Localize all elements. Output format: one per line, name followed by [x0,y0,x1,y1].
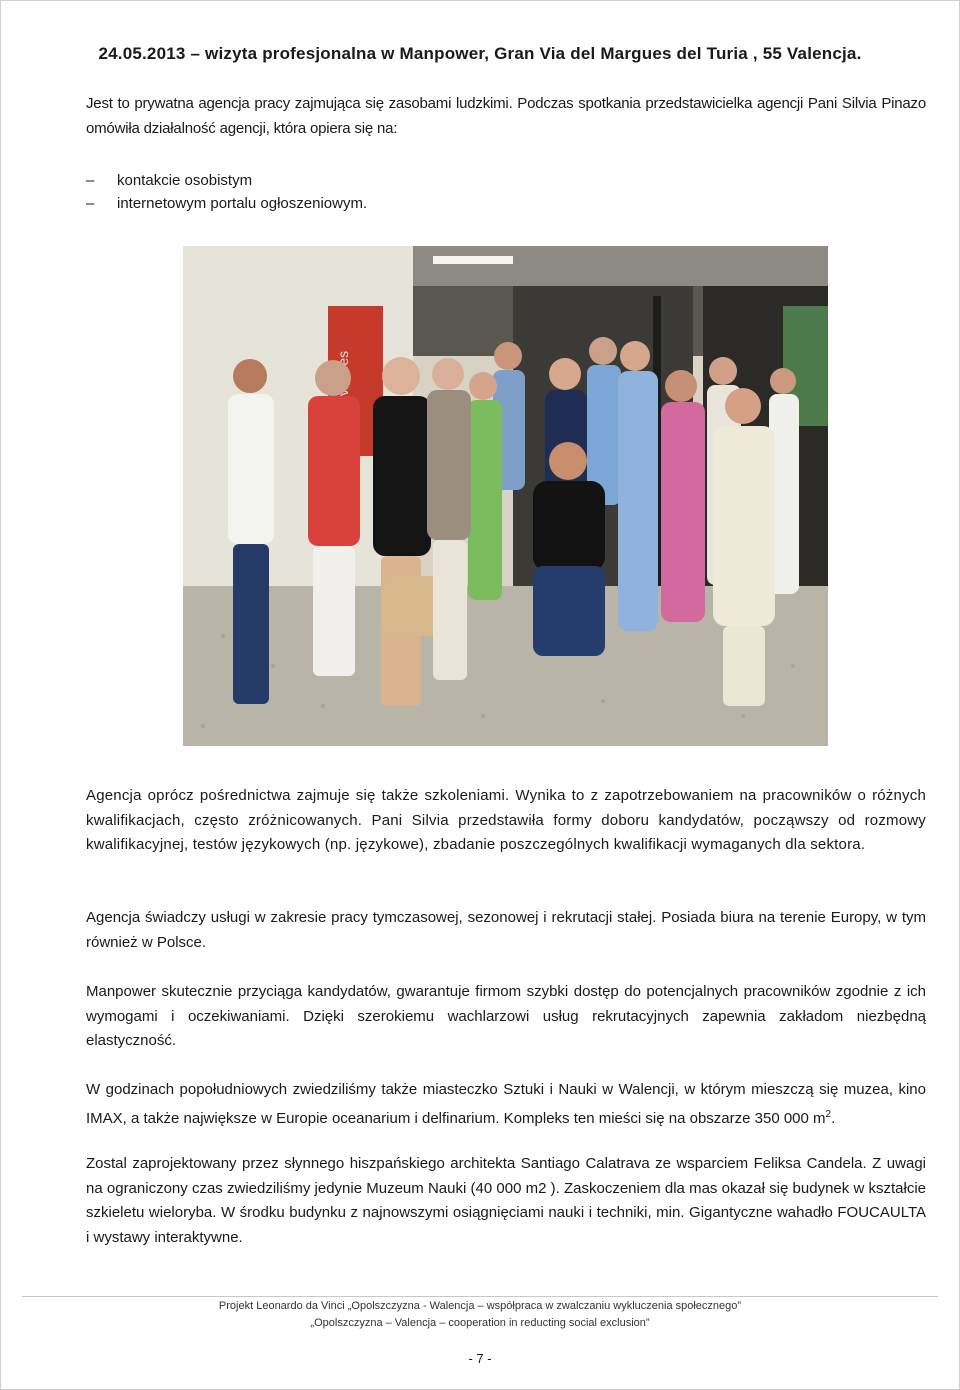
footer-english-line: „Opolszczyzna – Valencja – cooperation in reducting social exclusion” [310,1317,650,1329]
group-photo [183,246,828,746]
bullet-dash: – [86,172,95,189]
bullet-text: internetowym portalu ogłoszeniowym. [117,195,368,212]
paragraph-services: Agencja świadczy usługi w zakresie pracy tymczasowej, sezonowej i rekrutacji stałej. Posiada biura na terenie Europy, w tym również w Polsce. [86,909,926,951]
footer-divider [22,1296,938,1297]
paragraph-city-of-arts [86,1078,926,1131]
bullet-dash: – [86,195,95,212]
list-item [86,169,367,192]
paragraph-end: . [831,1109,836,1127]
bullet-list [86,169,367,215]
paragraph-city-of-arts-text: W godzinach popołudniowych zwiedziliśmy także miasteczko Sztuki i Nauki w Walencji, w którym mieszczą się muzea, kino IMAX, a także największe w Europie oceanarium i delfinarium. Kompleks ten mieści się na obszarze 350 000 m [86,1081,926,1127]
paragraph-training: Agencja oprócz pośrednictwa zajmuje się także szkoleniami. Wynika to z zapotrzebowaniem na pracowników o różnych kwalifikacjach, często zróżnicowanych. Pani Silvia przedstawiła formy doboru kandydatów, począwszy od rozmowy kwalifikacyjnej, testów językowych (np. językowe), zbadanie poszczególnych kwalifikacji wymaganych dla sektora. [86,787,926,853]
paragraph-calatrava: Zostal zaprojektowany przez słynnego hiszpańskiego architekta Santiago Calatrava ze wsparciem Feliksa Candela. Z uwagi na ograniczony czas zwiedziliśmy jedynie Muzeum Nauki (40 000 m2 ). Zaskoczeniem dla mas okazał się budynek w kształcie szkieletu wieloryba. W środku budynku z najnowszymi osiągnięciami nauki i techniki, min. Gigantyczne wahadło FOUCAULTA i wystawy interaktywne. [86,1155,926,1246]
intro-paragraph: Jest to prywatna agencja pracy zajmująca się zasobami ludzkimi. Podczas spotkania przedstawicielka agencji Pani Silvia Pinazo omówiła działalność agencji, która opiera się na: [86,95,926,137]
list-item [86,192,367,215]
group-photo-illustration [183,246,828,746]
footer-project-line: Projekt Leonardo da Vinci „Opolszczyzna - Walencja – współpraca w zwalczaniu wykluczenia społecznego” [218,1300,742,1312]
page-number: - 7 - [468,1351,492,1366]
superscript: 2 [825,1108,832,1120]
paragraph-manpower: Manpower skutecznie przyciąga kandydatów, gwarantuje firmom szybki dostęp do potencjalnych pracowników zgodnie z ich wymogami i oczekiwaniami. Dzięki szerokiemu wachlarzowi usług rekrutacyjnych zapewnia zakładom niezbędną elastyczność. [86,983,926,1049]
page-title: 24.05.2013 – wizyta profesjonalna w Manpower, Gran Via del Margues del Turia , 55 Valencja. [98,44,862,63]
bullet-text: kontakcie osobistym [117,172,253,189]
